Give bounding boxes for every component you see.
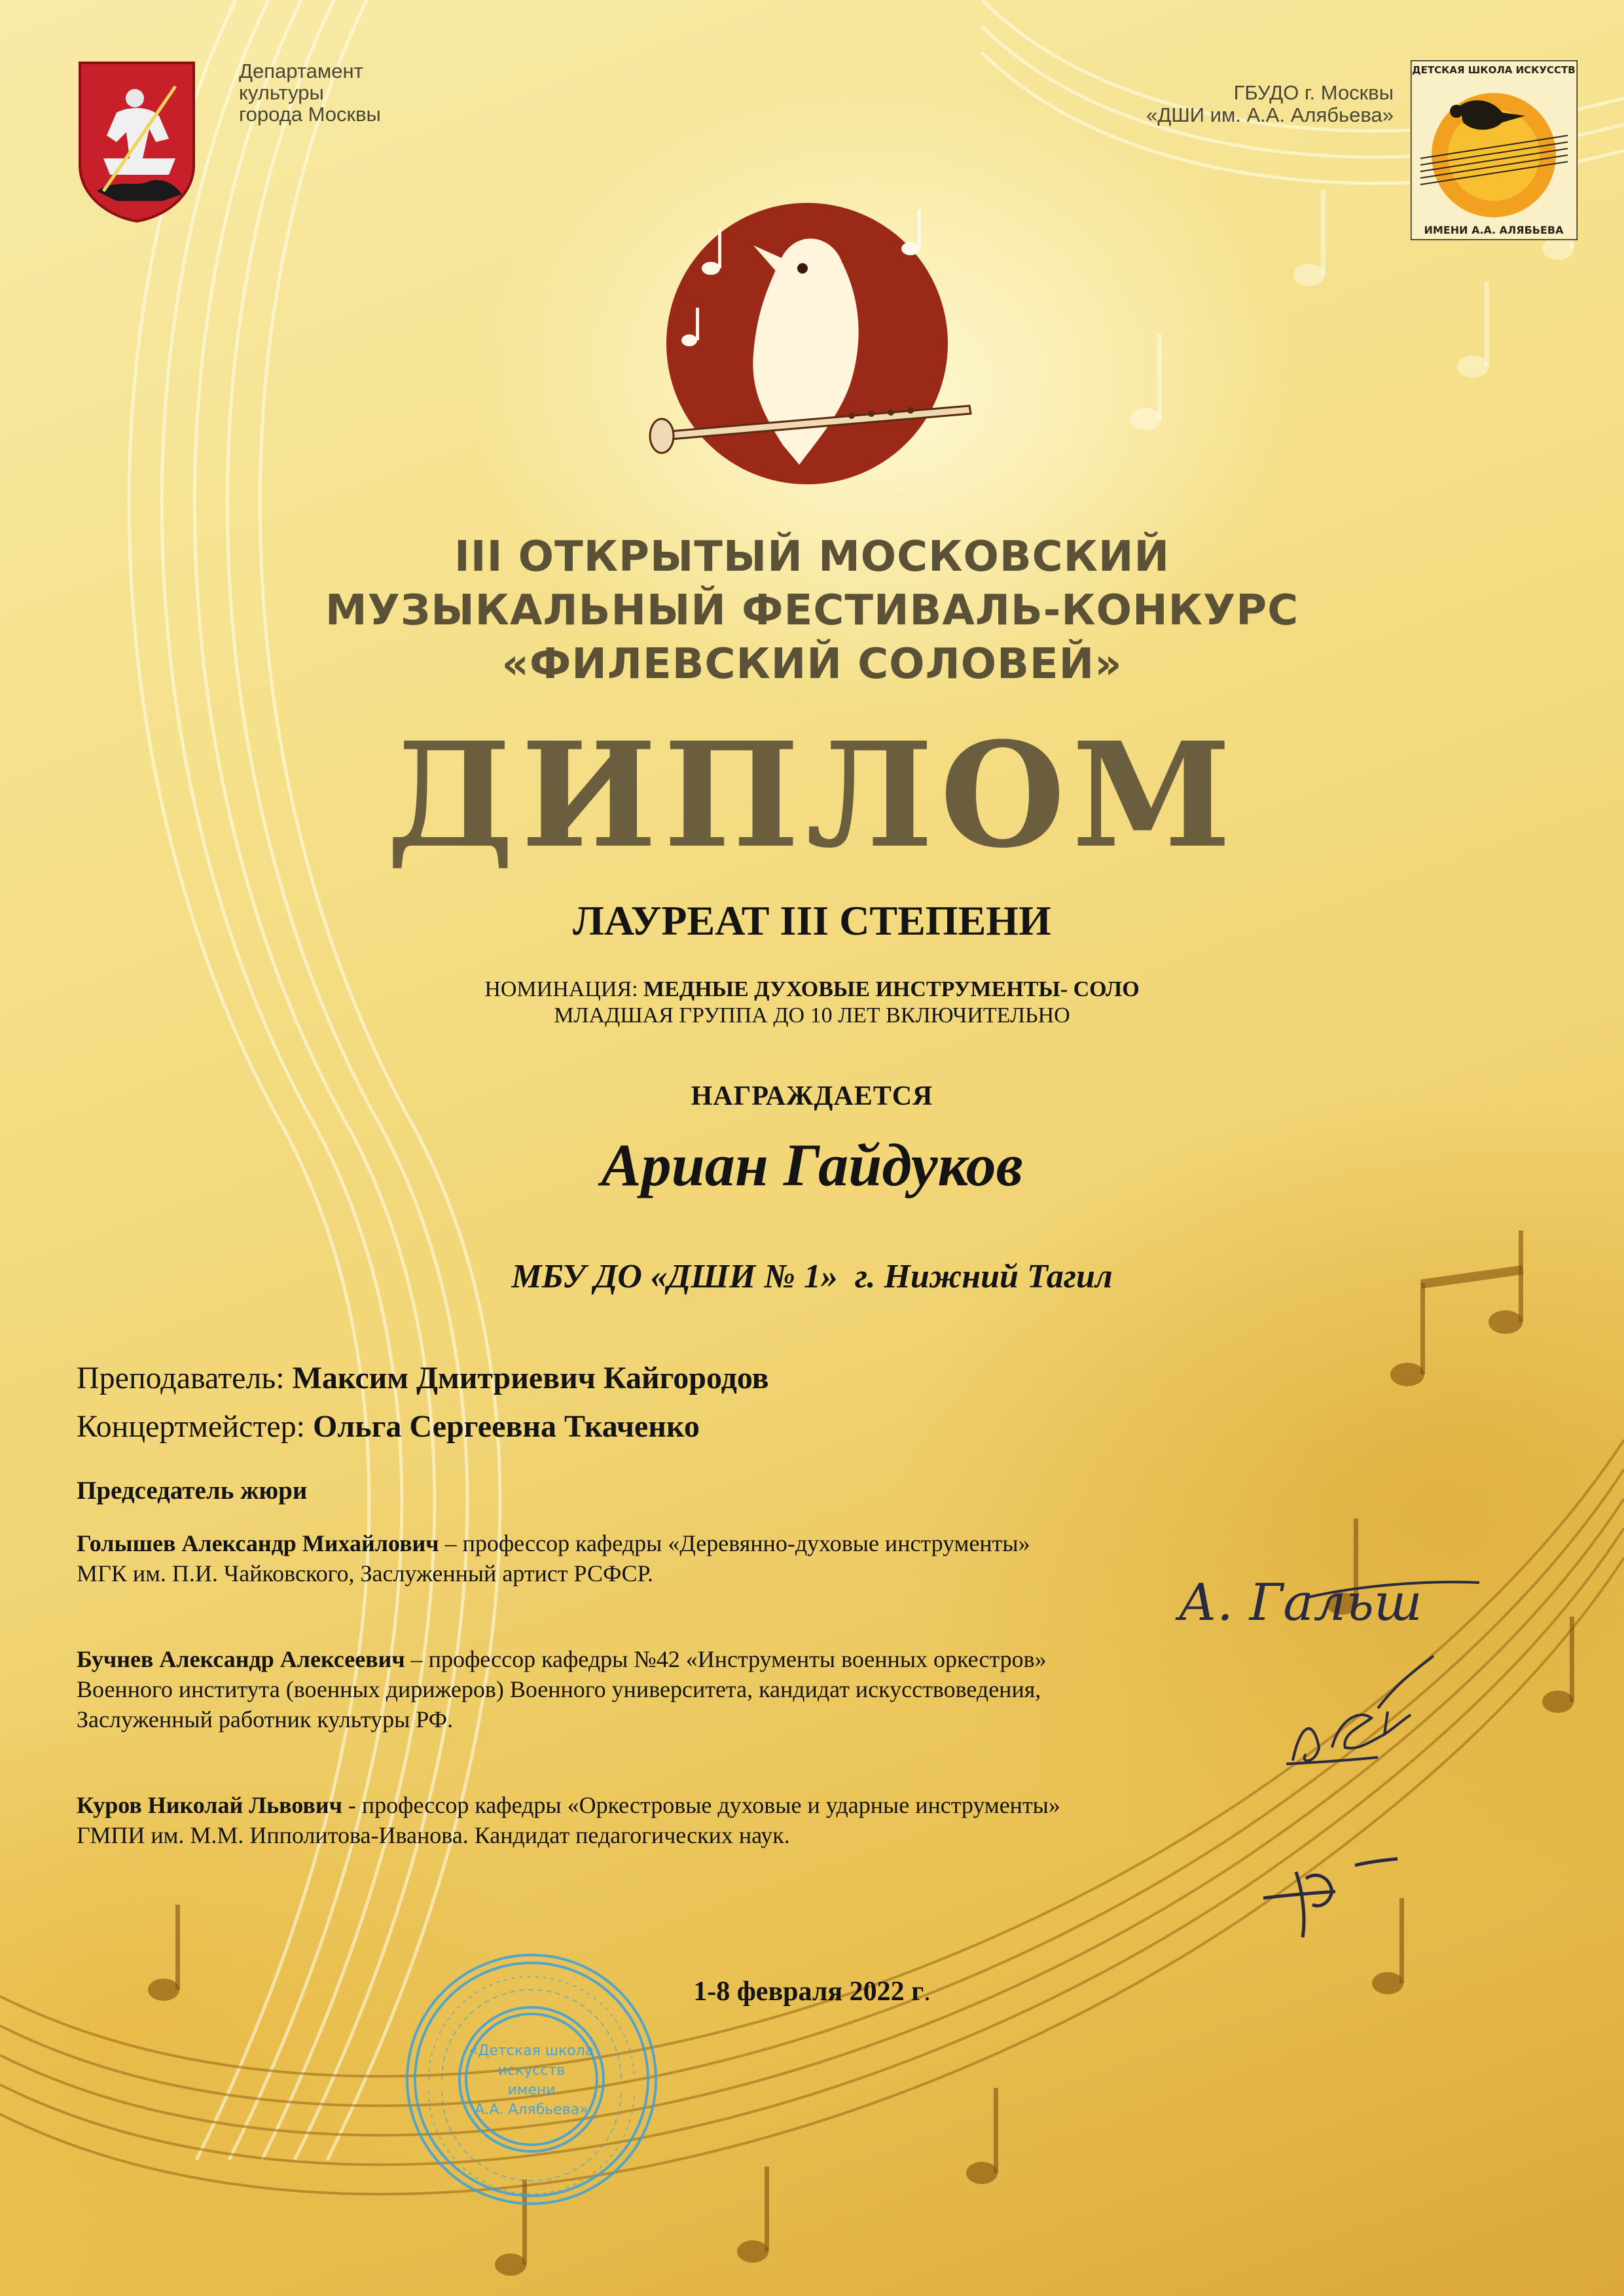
dept-line: культуры [239,81,324,104]
accompanist-line [77,1408,700,1445]
festival-title [0,530,1624,691]
stamp-line: «Детская школа [469,2043,594,2059]
jury-member-name: Голышев Александр Михайлович [77,1530,439,1556]
signature-golyshev [1172,1558,1486,1649]
awarded-label: НАГРАЖДАЕТСЯ [691,1081,933,1111]
jury-member-details: Военного института (военных дирижеров) Военного университета, кандидат искусствоведения, [77,1676,1041,1702]
jury-member-details: МГК им. П.И. Чайковского, Заслуженный артист РСФСР. [77,1560,653,1587]
dept-line: Департамент [239,60,363,82]
nomination [0,977,1624,1029]
jury-member-title: – профессор кафедры №42 «Инструменты военных оркестров» [405,1646,1047,1672]
moscow-coat-of-arms-icon [77,60,196,224]
school-line: ГБУДО г. Москвы [1233,81,1394,104]
festival-line: III ОТКРЫТЫЙ МОСКОВСКИЙ [454,533,1170,581]
recipient-name: Ариан Гайдуков [601,1132,1023,1198]
event-date [0,1975,1624,2008]
jury-member-name: Бучнев Александр Алексеевич [77,1646,405,1672]
teacher-line [77,1360,769,1397]
jury-member-details: ГМПИ им. М.М. Ипполитова-Иванова. Кандидат педагогических наук. [77,1822,790,1848]
school-logo-top-text: ДЕТСКАЯ ШКОЛА ИСКУССТВ [1412,64,1576,76]
stamp-line: имени [507,2082,556,2098]
nomination-label: НОМИНАЦИЯ: [484,977,644,1001]
dept-line: города Москвы [239,103,381,126]
school-line: «ДШИ им. А.А. Алябьева» [1146,103,1394,126]
school-label [1146,82,1394,126]
accompanist-name: Ольга Сергеевна Ткаченко [312,1409,700,1444]
school-logo-bottom-text: ИМЕНИ А.А. АЛЯБЬЕВА [1424,224,1564,236]
stamp-line: А.А. Алябьева» [475,2102,588,2118]
signature-kurov [1257,1846,1427,1944]
festival-line: МУЗЫКАЛЬНЫЙ ФЕСТИВАЛЬ-КОНКУРС [325,586,1299,635]
teacher-label: Преподаватель: [77,1361,293,1395]
teacher-name: Максим Дмитриевич Кайгородов [292,1361,769,1395]
nomination-value: МЕДНЫЕ ДУХОВЫЕ ИНСТРУМЕНТЫ- СОЛО [643,977,1140,1001]
institution-name: МБУ ДО «ДШИ № 1» г. Нижний Тагил [511,1258,1113,1295]
event-date-tail: . [924,1977,931,2007]
signature-buchnev [1280,1649,1443,1787]
department-label [239,60,381,125]
jury-chair-label: Председатель жюри [77,1477,308,1505]
jury-member-name: Куров Николай Львович [77,1792,342,1818]
festival-line: «ФИЛЕВСКИЙ СОЛОВЕЙ» [501,640,1123,689]
event-date-value: 1-8 февраля 2022 г [693,1977,924,2007]
signature-text: А. Гальш [1178,1573,1422,1632]
jury-member [77,1644,1418,1734]
stamp-line: искусств [497,2062,566,2079]
jury-member-title: - профессор кафедры «Оркестровые духовые и ударные инструменты» [342,1792,1060,1818]
jury-member-title: – профессор кафедры «Деревянно-духовые инструменты» [439,1530,1030,1556]
school-logo-icon [1411,60,1578,240]
jury-member [77,1790,1418,1850]
laureate-degree: ЛАУРЕАТ III СТЕПЕНИ [573,897,1051,944]
diploma-title: ДИПЛОМ [386,710,1238,880]
jury-member-details: Заслуженный работник культуры РФ. [77,1706,454,1732]
accompanist-label: Концертмейстер: [77,1409,313,1444]
nightingale-emblem-icon [636,183,989,491]
age-group: МЛАДШАЯ ГРУППА ДО 10 ЛЕТ ВКЛЮЧИТЕЛЬНО [554,1003,1070,1028]
